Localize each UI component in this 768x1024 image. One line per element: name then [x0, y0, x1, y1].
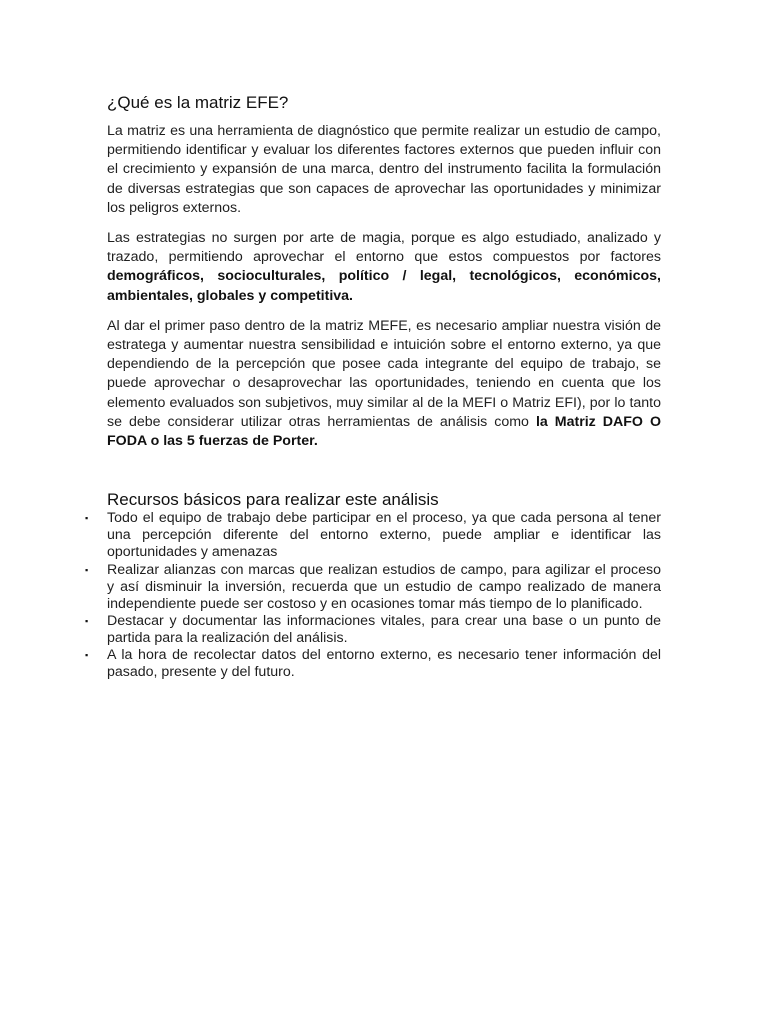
paragraph-text: La matriz es una herramienta de diagnóstico que permite realizar un estudio de campo, permitiendo identificar y evaluar los diferentes factores externos que pueden influir con el crecimiento y expansión de una marca, dentro del instrumento facilita la formulación de diversas estrategias que son capaces de aprovechar las oportunidades y minimizar los peligros externos. — [107, 123, 661, 216]
list-item — [85, 647, 661, 681]
paragraph-bold-text: demográficos, socioculturales, político / legal, tecnológicos, económicos, ambientales, globales y competitiva. — [107, 268, 661, 304]
list-item-text: Destacar y documentar las informaciones vitales, para crear una base o un punto de partida para la realización del análisis. — [107, 612, 661, 646]
bullet-icon: ▪ — [85, 650, 89, 660]
list-item — [85, 612, 661, 647]
resources-list — [85, 510, 661, 681]
paragraph-bold-text: la Matriz DAFO O FODA o las 5 fuerzas de Porter. — [107, 413, 661, 450]
section-title: Recursos básicos para realizar este análisis — [107, 490, 439, 510]
page-title: ¿Qué es la matriz EFE? — [107, 93, 289, 112]
list-item — [85, 561, 661, 613]
list-item-text: Realizar alianzas con marcas que realizan estudios de campo, para agilizar el proceso y así disminuir la inversión, recuerda que un estudio de campo realizado de manera independiente puede ser costoso y en ocasiones tomar más tiempo de lo planificado. — [107, 561, 661, 612]
list-item-text: Todo el equipo de trabajo debe participar en el proceso, ya que cada persona al tener una percepción diferente del entorno externo, puede ampliar e identificar las oportunidades y amenazas — [107, 510, 661, 561]
bullet-icon: ▪ — [85, 513, 89, 524]
list-item-text: A la hora de recolectar datos del entorno externo, es necesario tener información del pasado, presente y del futuro. — [107, 647, 661, 681]
paragraph-text: Las estrategias no surgen por arte de magia, porque es algo estudiado, analizado y trazado, permitiendo aprovechar el entorno que estos compuestos por factores — [107, 230, 661, 266]
list-item — [85, 510, 661, 561]
document-content — [85, 92, 661, 681]
paragraph-first-step — [107, 317, 661, 451]
paragraph-text: Al dar el primer paso dentro de la matriz MEFE, es necesario ampliar nuestra visión de estratega y aumentar nuestra sensibilidad e intuición sobre el entorno externo, ya que dependiendo de la percepción que posee cada integrante del equipo de trabajo, se puede aprovechar o desaprovechar las oportunidades, teniendo en cuenta que los elemento evaluados son subjetivos, muy similar al de la MEFI o Matriz EFI), por lo tanto se debe considerar utilizar otras herramientas de análisis como — [107, 317, 661, 430]
bullet-icon: ▪ — [85, 615, 89, 626]
bullet-icon: ▪ — [85, 564, 89, 575]
paragraph-intro — [107, 122, 661, 218]
paragraph-strategies — [107, 229, 661, 306]
